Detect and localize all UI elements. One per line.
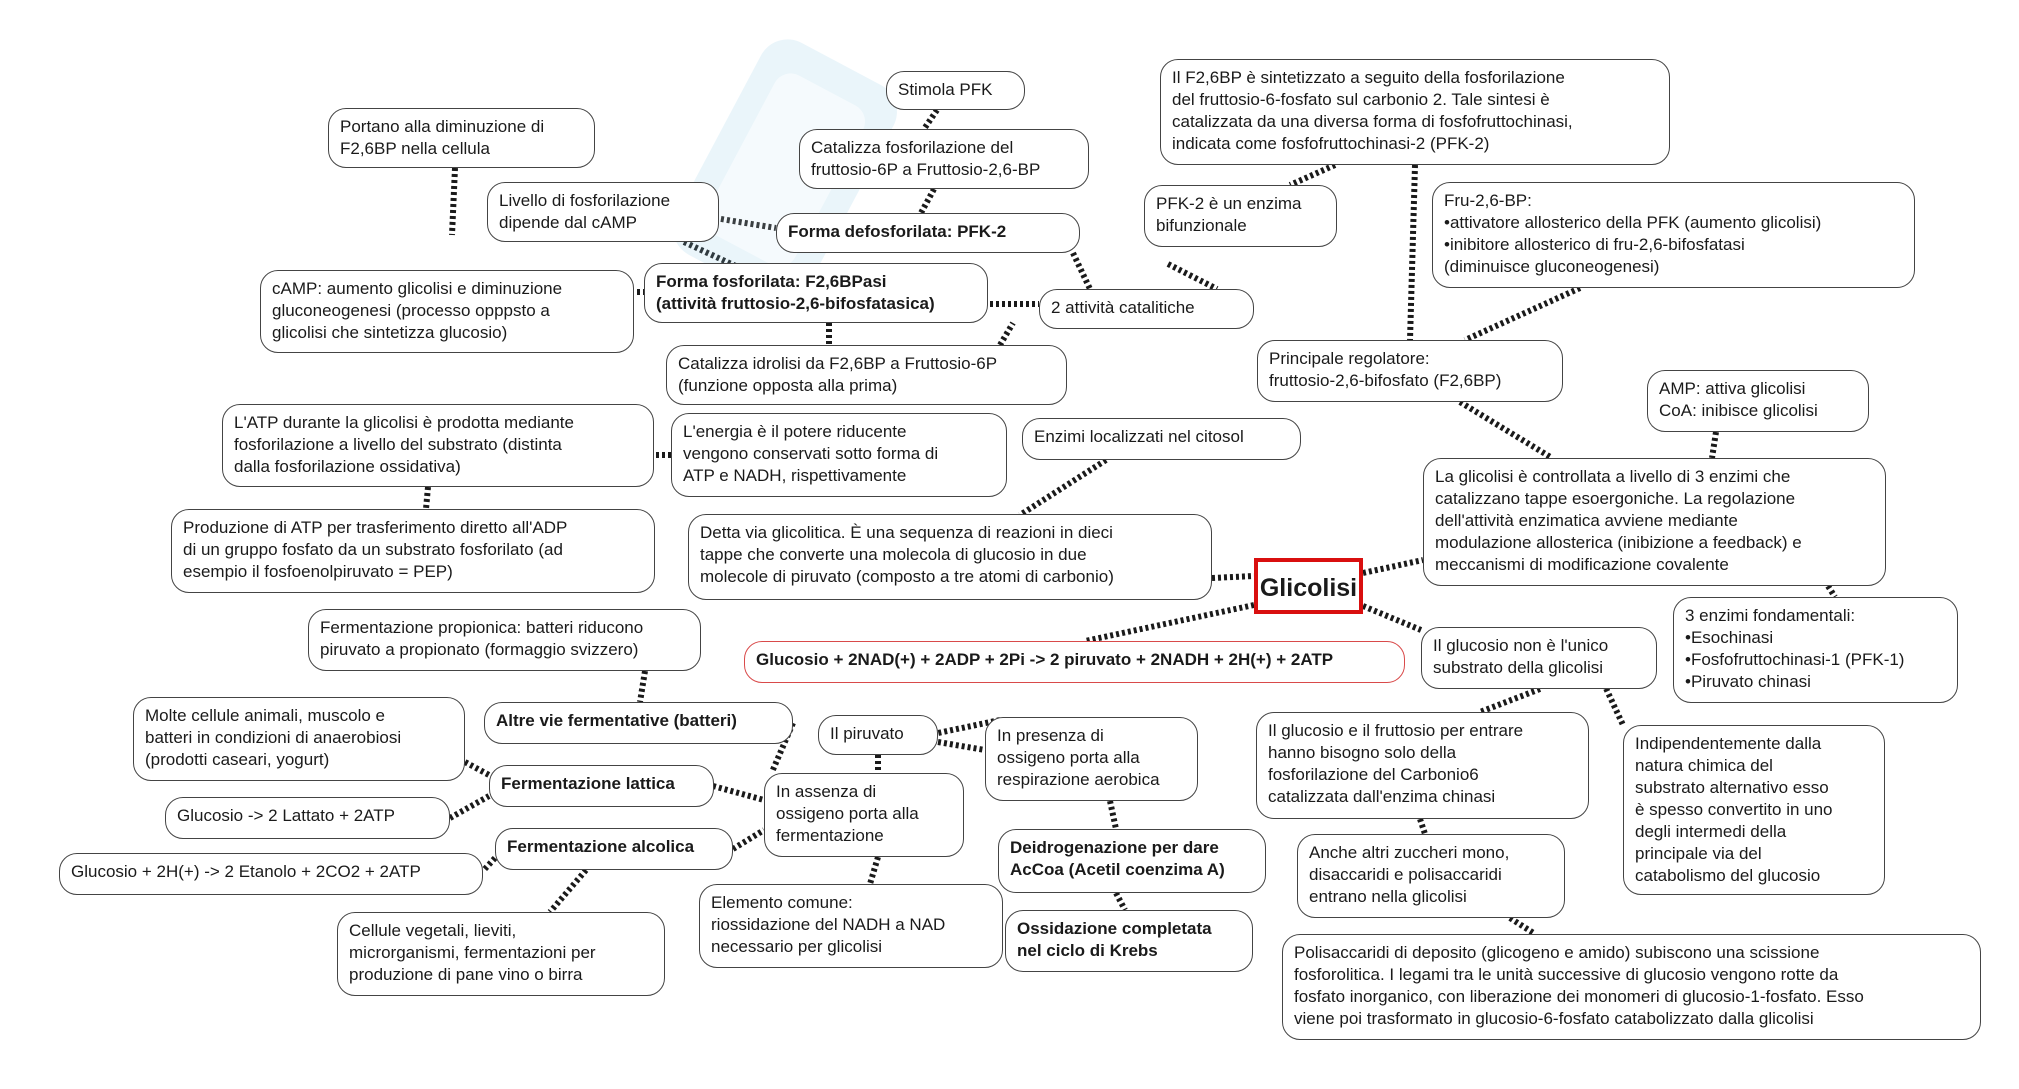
node-altre-vie[interactable]: Altre vie fermentative (batteri)	[484, 702, 793, 744]
node-equazione[interactable]: Glucosio + 2NAD(+) + 2ADP + 2Pi -> 2 piruvato + 2NADH + 2H(+) + 2ATP	[744, 641, 1405, 683]
connector-line	[483, 858, 495, 871]
node-stimola-pfk[interactable]: Stimola PFK	[886, 71, 1025, 110]
node-polisaccaridi[interactable]: Polisaccaridi di deposito (glicogeno e amido) subiscono una scissione fosforolitica. I legami tra le unità successive di glucosio vengono rotte da fosfato inorganico, con liberazione dei monomeri di glucosio-1-fosfato. Esso viene poi trasformato in glucosio-6-fosfato catabolizzato dalla glicolisi	[1282, 934, 1981, 1040]
connector-line	[1363, 560, 1423, 573]
node-altri-zuccheri[interactable]: Anche altri zuccheri mono, disaccaridi e polisaccaridi entrano nella glicolisi	[1297, 834, 1565, 918]
node-elemento-comune[interactable]: Elemento comune: riossidazione del NADH a NAD necessario per glicolisi	[699, 884, 1003, 968]
connector-line	[870, 857, 878, 884]
node-amp[interactable]: AMP: attiva glicolisi CoA: inibisce glicolisi	[1647, 370, 1869, 432]
node-ossidazione-krebs[interactable]: Ossidazione completata nel ciclo di Krebs	[1005, 910, 1253, 972]
connector-line	[1116, 893, 1125, 910]
connector-line	[713, 786, 764, 800]
node-fermentazione-lattica[interactable]: Fermentazione lattica	[489, 765, 714, 807]
node-catalizza-fosforilazione[interactable]: Catalizza fosforilazione del fruttosio-6P a Fruttosio-2,6-BP	[799, 129, 1089, 189]
connector-line	[733, 830, 764, 849]
node-tre-enzimi[interactable]: 3 enzimi fondamentali: •Esochinasi •Fosfofruttochinasi-1 (PFK-1) •Piruvato chinasi	[1673, 597, 1958, 703]
connector-line	[1000, 323, 1013, 345]
connector-line	[924, 110, 937, 129]
node-camp[interactable]: cAMP: aumento glicolisi e diminuzione gluconeogenesi (processo opppsto a glicolisi che sintetizza glucosio)	[260, 270, 634, 353]
connector-line	[1085, 605, 1254, 641]
node-due-attivita[interactable]: 2 attività catalitiche	[1039, 289, 1254, 329]
node-fermentazione-alcolica[interactable]: Fermentazione alcolica	[495, 828, 733, 870]
connector-line	[1460, 402, 1552, 458]
node-f26bp-sintetizzato[interactable]: Il F2,6BP è sintetizzato a seguito della fosforilazione del fruttosio-6-fosfato sul carbonio 2. Tale sintesi è catalizzata da una diversa forma di fosfofruttochinasi, indicata come fosfofruttochinasi-2 (PFK-2)	[1160, 59, 1670, 165]
node-principale-regolatore[interactable]: Principale regolatore: fruttosio-2,6-bifosfato (F2,6BP)	[1257, 340, 1563, 402]
node-etanolo[interactable]: Glucosio + 2H(+) -> 2 Etanolo + 2CO2 + 2ATP	[59, 853, 483, 895]
node-controllata[interactable]: La glicolisi è controllata a livello di 3 enzimi che catalizzano tappe esoergoniche. La regolazione dell'attività enzimatica avviene mediante modulazione allosterica (inibizione a feedback) e meccanismi di modificazione covalente	[1423, 458, 1886, 586]
connector-line	[1712, 432, 1716, 458]
connector-line	[1073, 253, 1090, 289]
node-lattato[interactable]: Glucosio -> 2 Lattato + 2ATP	[165, 797, 450, 839]
node-glucosio-fruttosio[interactable]: Il glucosio e il fruttosio per entrare hanno bisogno solo della fosforilazione del Carbonio6 catalizzata dall'enzima chinasi	[1256, 712, 1589, 819]
connector-line	[550, 870, 586, 912]
center-node-glicolisi[interactable]: Glicolisi	[1254, 558, 1363, 614]
node-presenza-ossigeno[interactable]: In presenza di ossigeno porta alla respirazione aerobica	[985, 717, 1198, 801]
connector-line	[1410, 165, 1415, 340]
connector-line	[1465, 288, 1580, 340]
connector-line	[1480, 689, 1540, 712]
node-il-piruvato[interactable]: Il piruvato	[818, 715, 938, 755]
connector-line	[426, 487, 428, 509]
connector-line	[465, 762, 489, 775]
node-pfk2-bifunzionale[interactable]: PFK-2 è un enzima bifunzionale	[1144, 185, 1337, 247]
node-forma-defosforilata[interactable]: Forma defosforilata: PFK-2	[776, 213, 1080, 253]
connector-line	[1828, 586, 1835, 597]
connector-line	[1212, 576, 1254, 578]
node-indipendentemente[interactable]: Indipendentemente dalla natura chimica del substrato alternativo esso è spesso convertito in uno degli intermedi della principale via del catabolismo del glucosio	[1623, 725, 1885, 895]
node-molte-cellule[interactable]: Molte cellule animali, muscolo e batteri in condizioni di anaerobiosi (prodotti caseari, yogurt)	[133, 697, 465, 781]
node-portano-diminuzione[interactable]: Portano alla diminuzione di F2,6BP nella cellula	[328, 108, 595, 168]
node-atp-durante[interactable]: L'ATP durante la glicolisi è prodotta mediante fosforilazione a livello del substrato (distinta dalla fosforilazione ossidativa)	[222, 404, 654, 487]
node-enzimi-citosol[interactable]: Enzimi localizzati nel citosol	[1022, 418, 1301, 460]
connector-line	[938, 742, 985, 750]
connector-line	[1363, 606, 1421, 630]
node-deidrogenazione[interactable]: Deidrogenazione per dare AcCoa (Acetil coenzima A)	[998, 829, 1266, 893]
connector-line	[1290, 165, 1335, 185]
node-produzione-atp[interactable]: Produzione di ATP per trasferimento diretto all'ADP di un gruppo fosfato da un substrato fosforilato (ad esempio il fosfoenolpiruvato = PEP)	[171, 509, 655, 593]
node-assenza-ossigeno[interactable]: In assenza di ossigeno porta alla fermentazione	[764, 773, 964, 857]
connector-line	[1020, 460, 1106, 515]
node-cellule-vegetali[interactable]: Cellule vegetali, lieviti, microrganismi, fermentazioni per produzione di pane vino o birra	[337, 912, 665, 996]
connector-line	[452, 168, 455, 235]
connector-line	[1110, 801, 1116, 829]
connector-line	[1168, 264, 1217, 289]
connector-line	[640, 671, 645, 702]
node-fermentazione-propionica[interactable]: Fermentazione propionica: batteri riducono piruvato a propionato (formaggio svizzero)	[308, 609, 701, 671]
node-forma-fosforilata[interactable]: Forma fosforilata: F2,6BPasi (attività fruttosio-2,6-bifosfatasica)	[644, 263, 988, 323]
node-catalizza-idrolisi[interactable]: Catalizza idrolisi da F2,6BP a Fruttosio-6P (funzione opposta alla prima)	[666, 345, 1067, 405]
node-fru26bp[interactable]: Fru-2,6-BP: •attivatore allosterico della PFK (aumento glicolisi) •inibitore allosterico di fru-2,6-bifosfatasi (diminuisce gluconeogenesi)	[1432, 182, 1915, 288]
connector-line	[1510, 918, 1535, 934]
connector-line	[450, 796, 489, 818]
node-livello-fosforilazione[interactable]: Livello di fosforilazione dipende dal cAMP	[487, 182, 719, 242]
connector-line	[1420, 819, 1425, 834]
node-energia[interactable]: L'energia è il potere riducente vengono conservati sotto forma di ATP e NADH, rispettivamente	[671, 413, 1007, 497]
connector-line	[921, 189, 934, 213]
node-detta-via[interactable]: Detta via glicolitica. È una sequenza di reazioni in dieci tappe che converte una molecola di glucosio in due molecole di piruvato (composto a tre atomi di carbonio)	[688, 514, 1212, 600]
node-non-unico[interactable]: Il glucosio non è l'unico substrato della glicolisi	[1421, 627, 1657, 689]
